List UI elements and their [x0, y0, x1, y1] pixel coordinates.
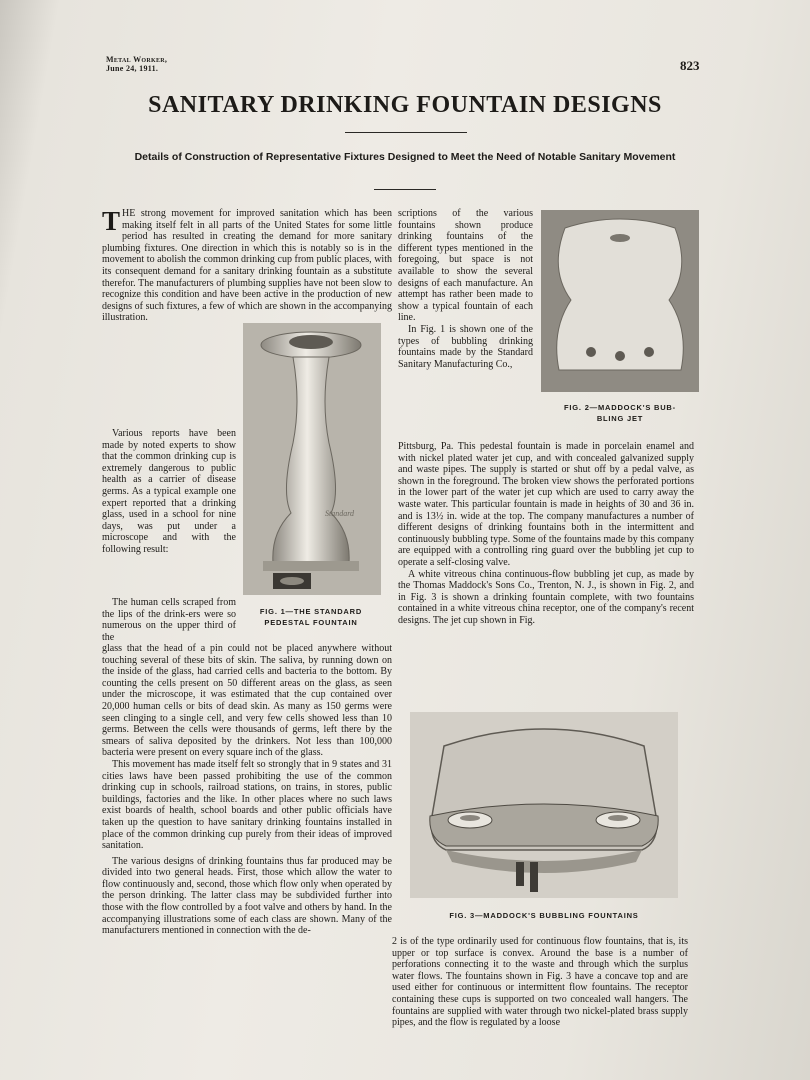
article-title: SANITARY DRINKING FOUNTAIN DESIGNS: [148, 92, 662, 118]
caption-line: FIG. 1—THE STANDARD: [259, 607, 363, 616]
caption-line: FIG. 2—MADDOCK'S BUB-: [564, 403, 676, 412]
paragraph-maddock: A white vitreous china continuous-flow bubbling jet cup, as made by the Thomas Maddock's Sons Co., Trenton, N. J., is shown in Fig. 2, and in Fig. 3 is shown a drinking fountain complete, with two fountains contained in a white vitreous china receptor, one of the company's recent designs. The jet cup shown in Fig.: [398, 568, 694, 626]
paragraph-jet-cup: 2 is of the type ordinarily used for continuous flow fountains, that is, its upper or top surface is convex. Around the base is a number of perforations connecting it to the waste and through which the surplus water flows. The fountains shown in Fig. 3 have a concave top and are used either for continuous or intermittent flow fountains. The receptor containing these cups is supported on two concealed wall hangers. The fountains are supplied with water through two nickel-plated brass supply pipes, and the flow is regulated by a loose: [392, 936, 688, 1029]
title-rule: [345, 132, 467, 133]
figure-3-caption: FIG. 3—MADDOCK'S BUBBLING FOUNTAINS: [449, 911, 639, 920]
caption-line: PEDESTAL FOUNTAIN: [264, 618, 358, 627]
column-1-lower: [102, 643, 392, 937]
figure-2-caption: [541, 402, 699, 424]
column-1-intro: [102, 208, 392, 324]
column-1-narrow: [102, 428, 236, 556]
pedestal-fountain-illustration: [243, 323, 381, 595]
drop-cap: T: [102, 206, 121, 236]
figure-3: [410, 712, 678, 898]
paragraph-fig1-cont: Pittsburg, Pa. This pedestal fountain is made in porcelain enamel and with nickel plated water jet cup, and with concealed galvanized supply and waste pipes. The supply is started or shut off by a pedal valve, as shown in the foreground. The broken view shows the perforated portions in the lower part of the water jet cup which are used to carry away the waste water. This particular fountain is made in heights of 30 and 36 in. and is 13½ in. wide at the top. The company manufactures a number of different designs of drinking fountains both in the intermittent and continuously bubbling type. Some of the fountains made by this company are equipped with a controlling ring guard over the bubbling jet cup to operate a self-closing valve.: [398, 441, 694, 568]
subtitle-rule: [374, 189, 436, 190]
figure-2: [541, 210, 699, 392]
article-subtitle: Details of Construction of Representative Fixtures Designed to Meet the Need of Notable Sanitary Movement: [134, 151, 676, 163]
column-1-cells-narrow: [102, 597, 236, 643]
caption-line: BLING JET: [596, 414, 644, 423]
paragraph-cells: glass that the head of a pin could not be placed anywhere without touching several of these bits of skin. The saliva, by running down on the inside of the glass, had carried cells and bacteria to the bottom. By counting the cells present on 50 different areas on the glass, as seen under the microscope, it was estimated that the cup contained over 20,000 human cells or bits of dead skin. As many as 150 germs were seen clinging to a single cell, and very few cells showed less than 10 germs. Between the cells were thousands of germs, left there by the smears of saliva deposited by the drinkers. Not less than 100,000 bacteria were present on every square inch of the glass.: [102, 643, 392, 759]
issue-date: June 24, 1911.: [106, 64, 159, 73]
figure-1: [243, 323, 381, 595]
page-number: 823: [680, 58, 700, 73]
paragraph-fig1-start: In Fig. 1 is shown one of the types of bubbling drinking fountains made by the Standard Sanitary Manufacturing Co.,: [398, 323, 533, 370]
intro-paragraph: HE strong movement for improved sanitation which has been making itself felt in all parts of the United States for some little period has resulted in creating the demand for more sanitary plumbing fixtures. One direction in which this is notably so is in the movement to abolish the common drinking cup from public places, with its consequent demand for a sanitary drinking fountain as a substitute therefor. The manufacturers of plumbing supplies have not been slow to recognize this condition and have been active in the production of new designs of such fixtures, a few of which are shown in the accompanying illustration.: [102, 208, 392, 324]
fig1-maker-label: Standard: [325, 509, 355, 518]
column-2-narrow: [398, 208, 533, 370]
bubbling-jet-illustration: [541, 210, 699, 392]
column-2-bottom: [392, 936, 688, 1029]
paragraph-designs: The various designs of drinking fountains thus far produced may be divided into two general heads. First, those which allow the water to flow continuously and, second, those which flow only when operated by the person drinking. The latter class may be subdivided further into those with the flow controlled by a foot valve and others by hand. In the accompanying illustrations some of each class are shown. Many of the manufacturers mentioned in connection with the de-: [102, 855, 392, 937]
publication-name: Metal Worker,: [106, 55, 168, 64]
paragraph-descriptions: scriptions of the various fountains shown produce drinking fountains of the different types mentioned in the foregoing, but space is not available to show the several designs of each manufacture. An attempt has rather been made to show a typical fountain of each line.: [398, 208, 533, 324]
paragraph-cells-start: The human cells scraped from the lips of the drink-ers were so numerous on the upper third of the: [102, 597, 236, 643]
figure-1-caption: [236, 606, 386, 628]
bubbling-fountains-illustration: [410, 712, 678, 898]
masthead: [106, 55, 167, 73]
paragraph-laws: This movement has made itself felt so strongly that in 9 states and 31 cities laws have been passed prohibiting the use of the common drinking cup in schools, railroad stations, on trains, in stores, public buildings, factories and the like. In other places where no such laws exist boards of health, school boards and other public officials have taken up the question to have sanitary drinking fountains installed in place of the common drinking cup purely from their ideas of improved sanitation.: [102, 758, 392, 852]
paragraph-reports: Various reports have been made by noted experts to show that the common drinking cup is extremely dangerous to public health as a carrier of disease germs. As a typical example one expert reported that a drinking glass, used in a school for nine days, was put under a microscope and with the following result:: [102, 428, 236, 555]
column-2-main: [398, 441, 694, 627]
